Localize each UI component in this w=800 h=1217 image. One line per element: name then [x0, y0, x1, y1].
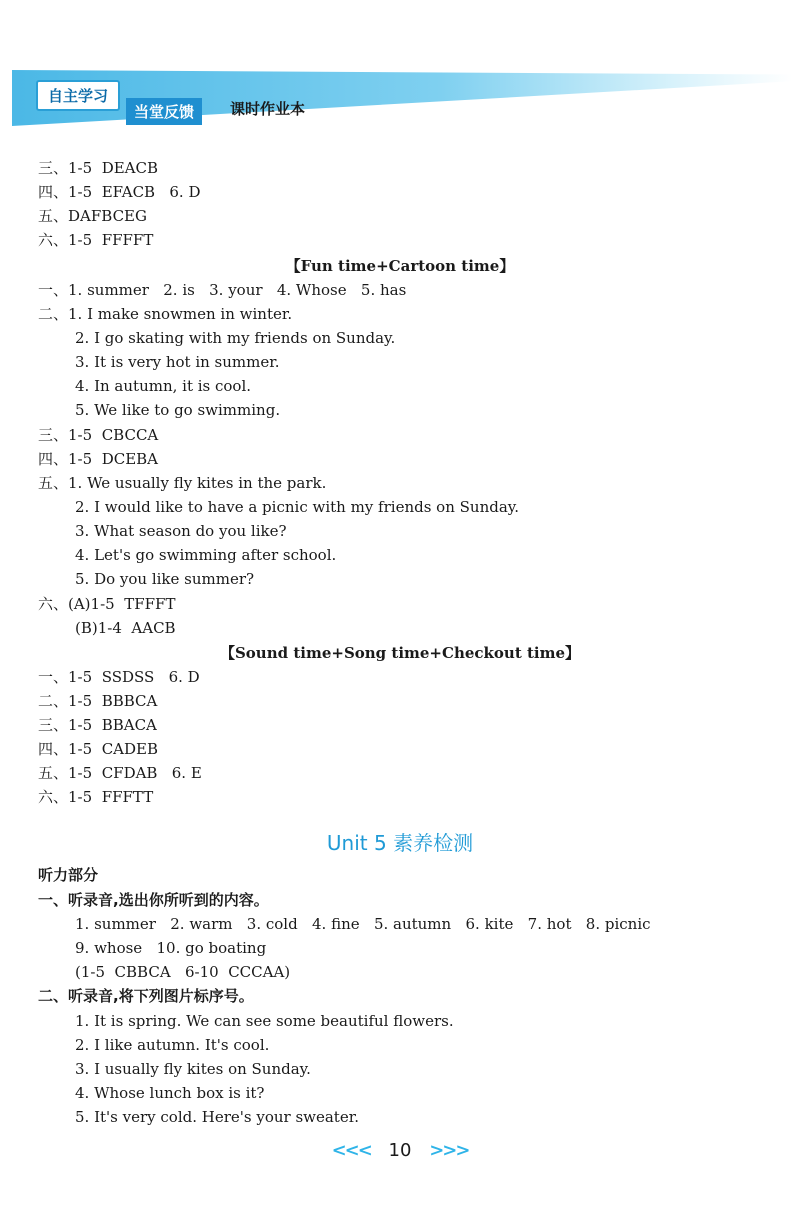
header-tag-feedback: 当堂反馈 [126, 98, 202, 125]
answer-line: 3. It is very hot in summer. [75, 353, 280, 371]
section-title-fun: 【Fun time+Cartoon time】 [285, 257, 515, 275]
answer-line: 5. It's very cold. Here's your sweater. [75, 1108, 360, 1126]
answer-line: 2. I would like to have a picnic with my friends on Sunday. [75, 498, 520, 516]
answer-line: 四、1-5 DCEBA [38, 450, 159, 468]
answer-line: 3. I usually fly kites on Sunday. [75, 1060, 311, 1078]
answer-line: 2. I like autumn. It's cool. [75, 1036, 270, 1054]
answer-line: 4. Whose lunch box is it? [75, 1084, 265, 1102]
question-heading: 一、听录音,选出你所听到的内容。 [38, 891, 269, 909]
header-tag-self-study: 自主学习 [36, 80, 120, 111]
header-tag-workbook: 课时作业本 [230, 100, 306, 118]
answer-line: 五、1-5 CFDAB 6. E [38, 764, 202, 782]
listening-heading: 听力部分 [38, 866, 99, 884]
answer-line: 三、1-5 DEACB [38, 159, 159, 177]
answer-line: 9. whose 10. go boating [75, 939, 267, 957]
answer-line: 一、1. summer 2. is 3. your 4. Whose 5. has [38, 281, 407, 299]
question-heading: 二、听录音,将下列图片标序号。 [38, 987, 254, 1005]
unit-title: Unit 5 素养检测 [326, 831, 474, 855]
chevron-right-icon: >>> [429, 1140, 469, 1161]
answer-line: 三、1-5 BBACA [38, 716, 157, 734]
answer-line: 1. summer 2. warm 3. cold 4. fine 5. autumn 6. kite 7. hot 8. picnic [75, 915, 651, 933]
page-number: 10 [388, 1140, 412, 1161]
answer-line: 4. In autumn, it is cool. [75, 377, 252, 395]
answer-line: (1-5 CBBCA 6-10 CCCAA) [75, 963, 291, 981]
section-title-sound: 【Sound time+Song time+Checkout time】 [219, 644, 581, 662]
answer-line: (B)1-4 AACB [75, 619, 176, 637]
answer-line: 六、(A)1-5 TFFFT [38, 595, 176, 613]
answer-line: 五、1. We usually fly kites in the park. [38, 474, 327, 492]
answer-line: 四、1-5 EFACB 6. D [38, 183, 201, 201]
answer-line: 四、1-5 CADEB [38, 740, 159, 758]
answer-line: 一、1-5 SSDSS 6. D [38, 668, 200, 686]
answer-line: 5. Do you like summer? [75, 570, 255, 588]
page-footer [0, 1140, 800, 1161]
answer-line: 2. I go skating with my friends on Sunday. [75, 329, 396, 347]
answer-line: 5. We like to go swimming. [75, 401, 281, 419]
answer-line: 六、1-5 FFFFT [38, 231, 154, 249]
answer-line: 二、1. I make snowmen in winter. [38, 305, 293, 323]
answer-line: 五、DAFBCEG [38, 207, 147, 225]
chevron-left-icon: <<< [331, 1140, 371, 1161]
answer-line: 3. What season do you like? [75, 522, 287, 540]
answer-line: 六、1-5 FFFTT [38, 788, 154, 806]
answer-line: 1. It is spring. We can see some beautiful flowers. [75, 1012, 454, 1030]
answer-line: 4. Let's go swimming after school. [75, 546, 337, 564]
answer-line: 三、1-5 CBCCA [38, 426, 159, 444]
answer-line: 二、1-5 BBBCA [38, 692, 158, 710]
